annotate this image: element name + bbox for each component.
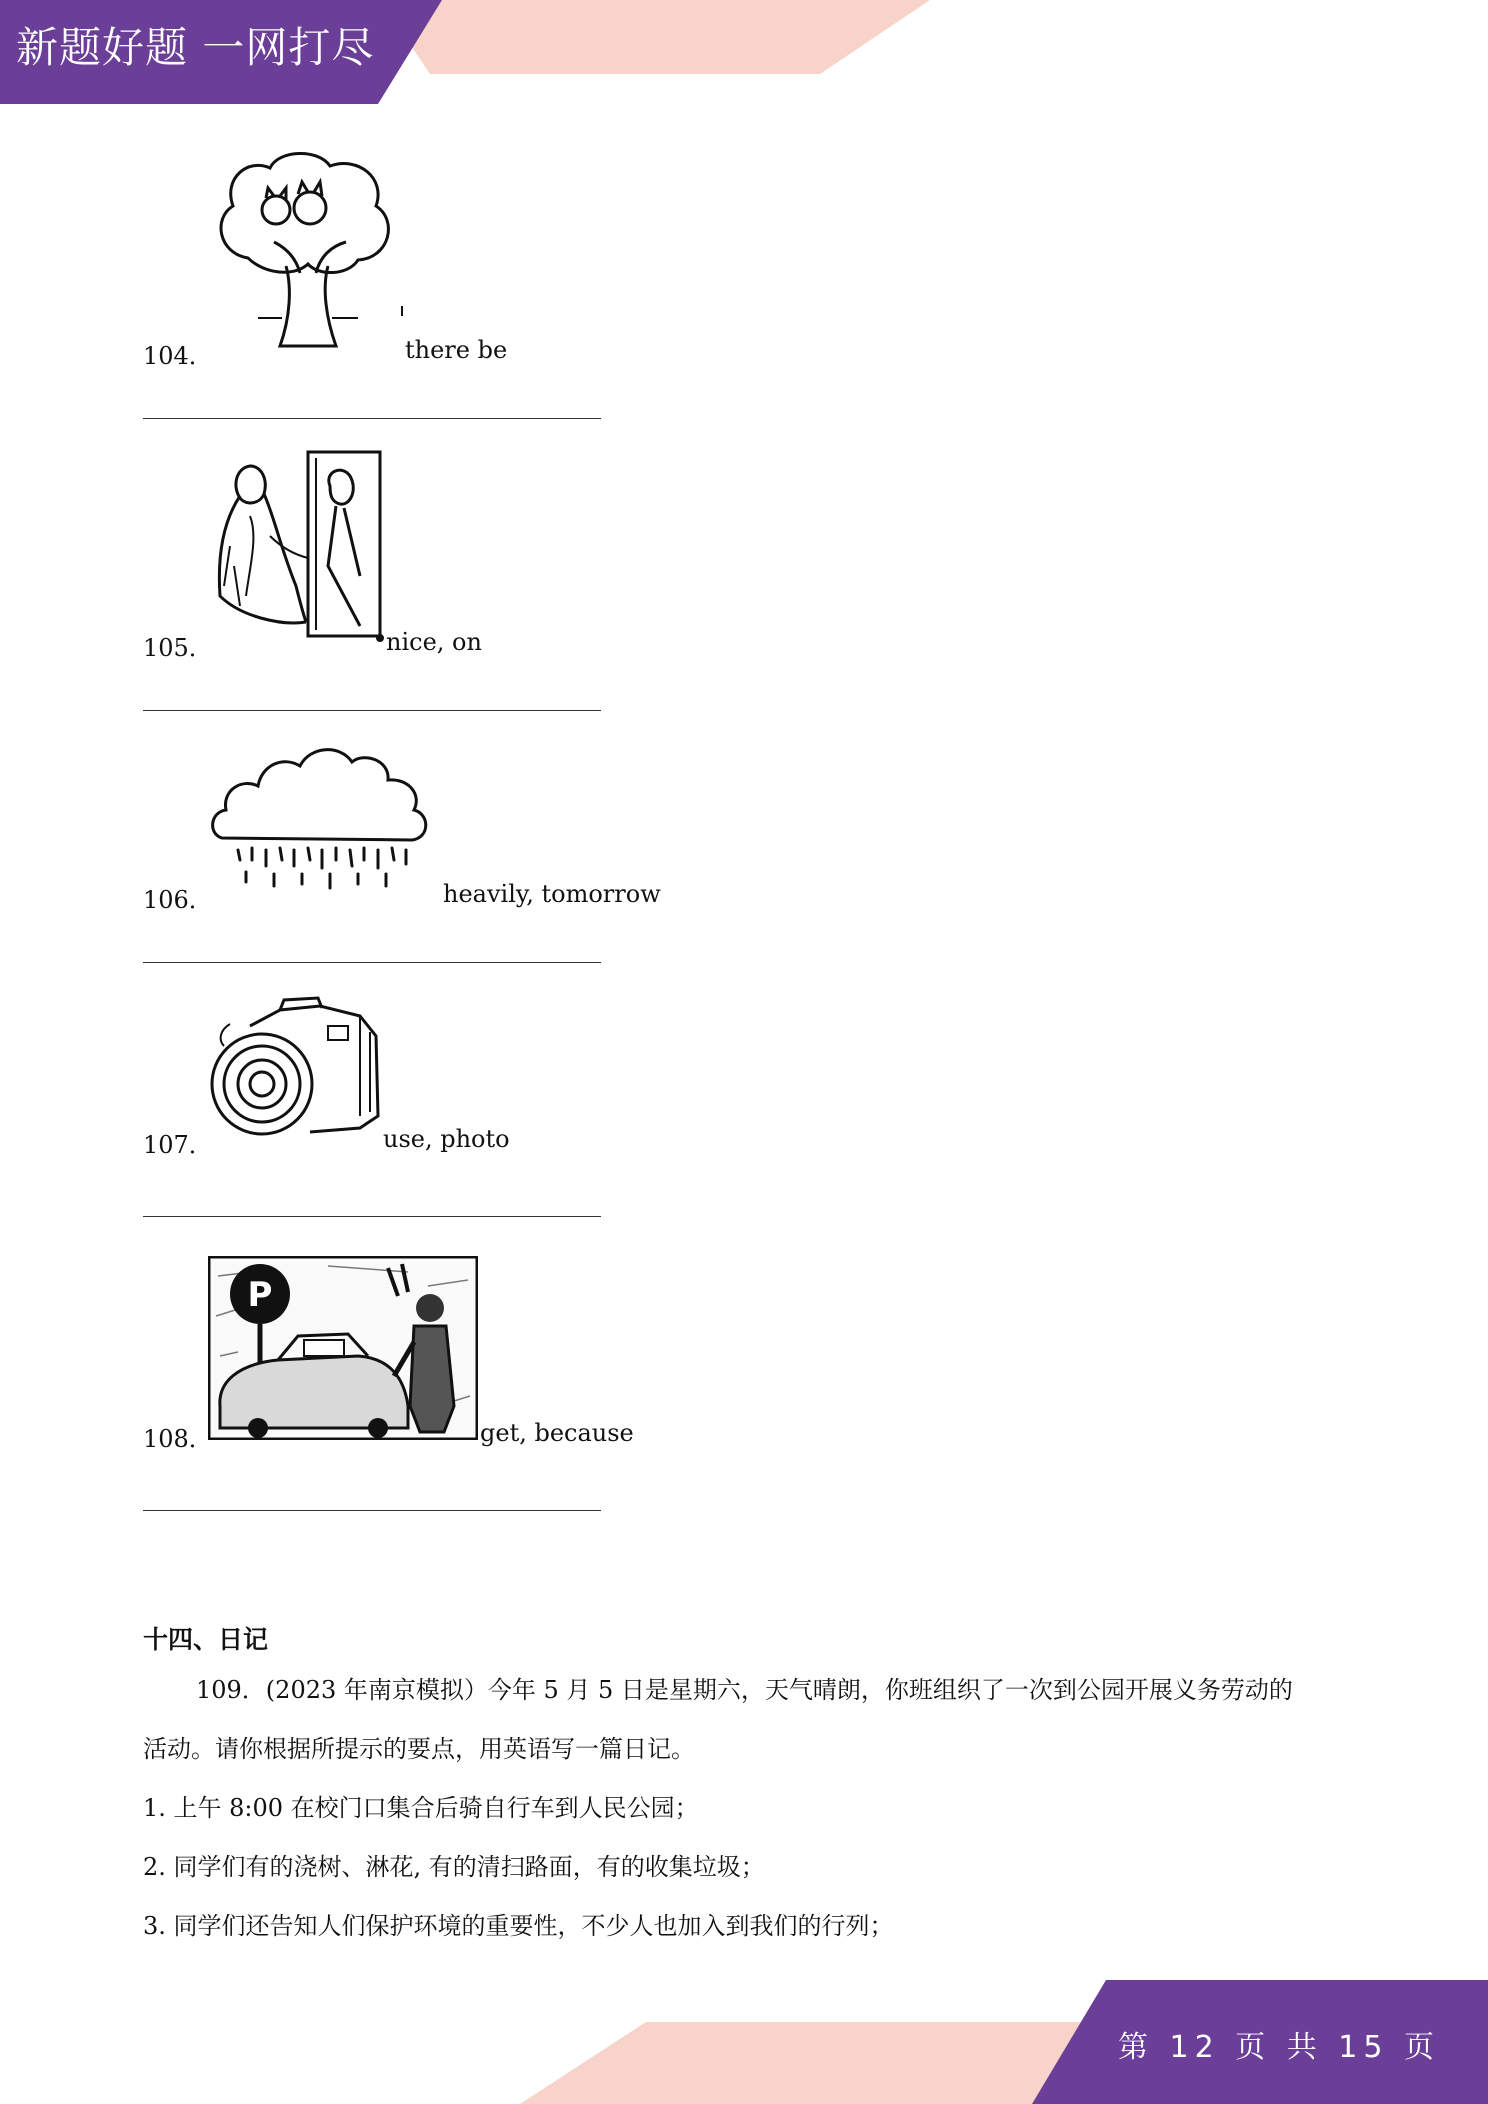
question-number: 108． — [143, 1425, 213, 1453]
point-3: 3. 同学们还告知人们保护环境的重要性，不少人也加入到我们的行列； — [143, 1912, 894, 1940]
tree-illustration — [208, 148, 404, 358]
question-hint: get, because — [480, 1419, 634, 1447]
question-number: 107． — [143, 1131, 213, 1159]
answer-line[interactable] — [143, 710, 601, 711]
header-title: 新题好题 一网打尽 — [16, 23, 375, 72]
question-number: 106． — [143, 886, 213, 914]
answer-line[interactable] — [143, 1216, 601, 1217]
question-hint: use, photo — [383, 1125, 510, 1153]
question-hint: heavily, tomorrow — [443, 880, 661, 908]
question-hint: there be — [405, 336, 508, 364]
page-number: 第 12 页 共 15 页 — [1117, 2030, 1440, 2065]
camera-illustration — [210, 996, 382, 1148]
question-number: 104． — [143, 342, 213, 370]
section-title: 十四、日记 — [143, 1625, 269, 1654]
answer-line[interactable] — [143, 1510, 601, 1511]
prompt-line-2: 活动。请你根据所提示的要点，用英语写一篇日记。 — [143, 1735, 695, 1763]
question-number: 105． — [143, 634, 213, 662]
girl-at-mirror-illustration — [210, 446, 386, 644]
point-1: 1. 上午 8:00 在校门口集合后骑自行车到人民公园； — [143, 1794, 699, 1822]
question-hint: nice, on — [386, 628, 482, 656]
point-2: 2. 同学们有的浇树、淋花, 有的清扫路面，有的收集垃圾； — [143, 1853, 765, 1881]
answer-line[interactable] — [143, 962, 601, 963]
parking-ticket-illustration — [208, 1256, 478, 1440]
prompt-line-1: 109．(2023 年南京模拟）今年 5 月 5 日是星期六，天气晴朗，你班组织了一次到公园开展义务劳动的 — [196, 1676, 1293, 1704]
svg-text:P: P — [247, 1275, 273, 1315]
answer-line[interactable] — [143, 418, 601, 419]
rain-cloud-illustration — [208, 734, 432, 896]
